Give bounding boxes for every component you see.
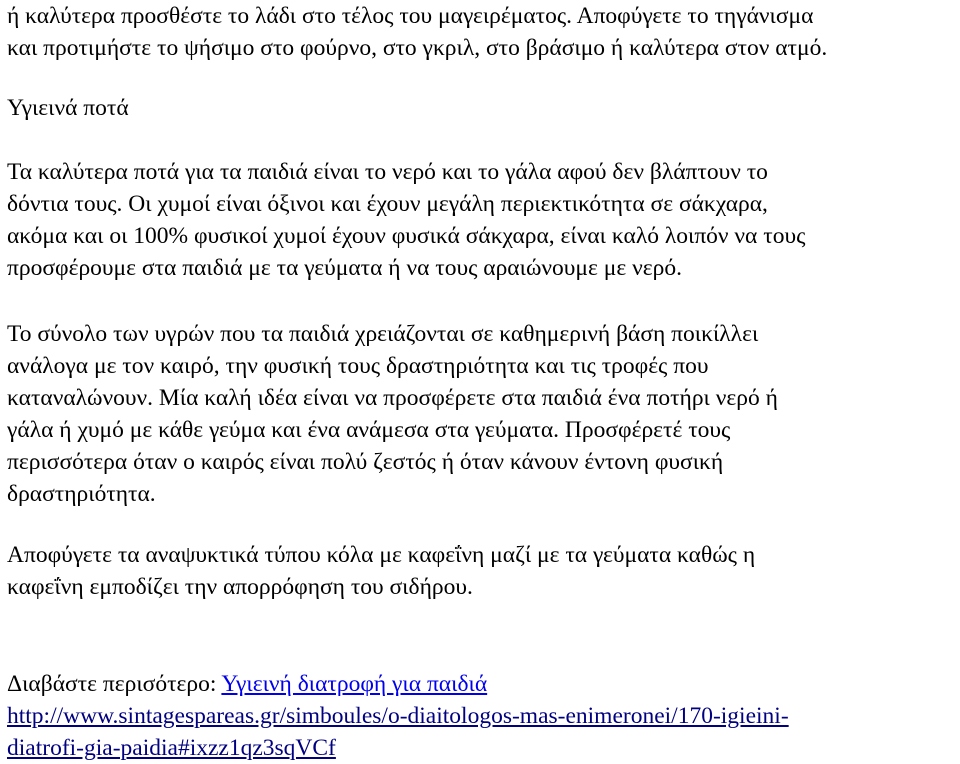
read-more-block <box>7 668 956 764</box>
read-more-link[interactable]: Υγιεινή διατροφή για παιδιά <box>221 671 488 697</box>
read-more-label: Διαβάστε περισότερο: <box>7 671 222 697</box>
section-heading: Υγιεινά ποτά <box>7 95 129 121</box>
source-url-link[interactable]: http://www.sintagespareas.gr/simboules/o-diaitologos-mas-enimeronei/170-igieini- diatrofi-gia-paidia#ixzz1qz3sqVCf <box>7 703 789 761</box>
caffeine-paragraph: Αποφύγετε τα αναψυκτικά τύπου κόλα με καφεΐνη μαζί με τα γεύματα καθώς η καφεΐνη εμποδίζει την απορρόφηση του σιδήρου. <box>7 542 756 600</box>
fluid-intake-paragraph: Το σύνολο των υγρών που τα παιδιά χρειάζονται σε καθημερινή βάση ποικίλλει ανάλογα με τον καιρό, την φυσική τους δραστηριότητα και τις τροφές που καταναλώνουν. Μία καλή ιδέα είναι να προσφέρετε στα παιδιά ένα ποτήρι νερό ή γάλα ή χυμό με κάθε γεύμα και ένα ανάμεσα στα γεύματα. Προσφέρετέ τους περισσότερα όταν ο καιρός είναι πολύ ζεστός ή όταν κάνουν έντονη φυσική δραστηριότητα. <box>7 321 778 507</box>
intro-paragraph: ή καλύτερα προσθέστε το λάδι στο τέλος του μαγειρέματος. Αποφύγετε το τηγάνισμα και προτιμήστε το ψήσιμο στο φούρνο, στο γκριλ, στο βράσιμο ή καλύτερα στον ατμό. <box>7 3 828 61</box>
healthy-drinks-paragraph: Τα καλύτερα ποτά για τα παιδιά είναι το νερό και το γάλα αφού δεν βλάπτουν το δόντια τους. Οι χυμοί είναι όξινοι και έχουν μεγάλη περιεκτικότητα σε σάκχαρα, ακόμα και οι 100% φυσικοί χυμοί έχουν φυσικά σάκχαρα, είναι καλό λοιπόν να τους προσφέρουμε στα παιδιά με τα γεύματα ή να τους αραιώνουμε με νερό. <box>7 159 806 281</box>
